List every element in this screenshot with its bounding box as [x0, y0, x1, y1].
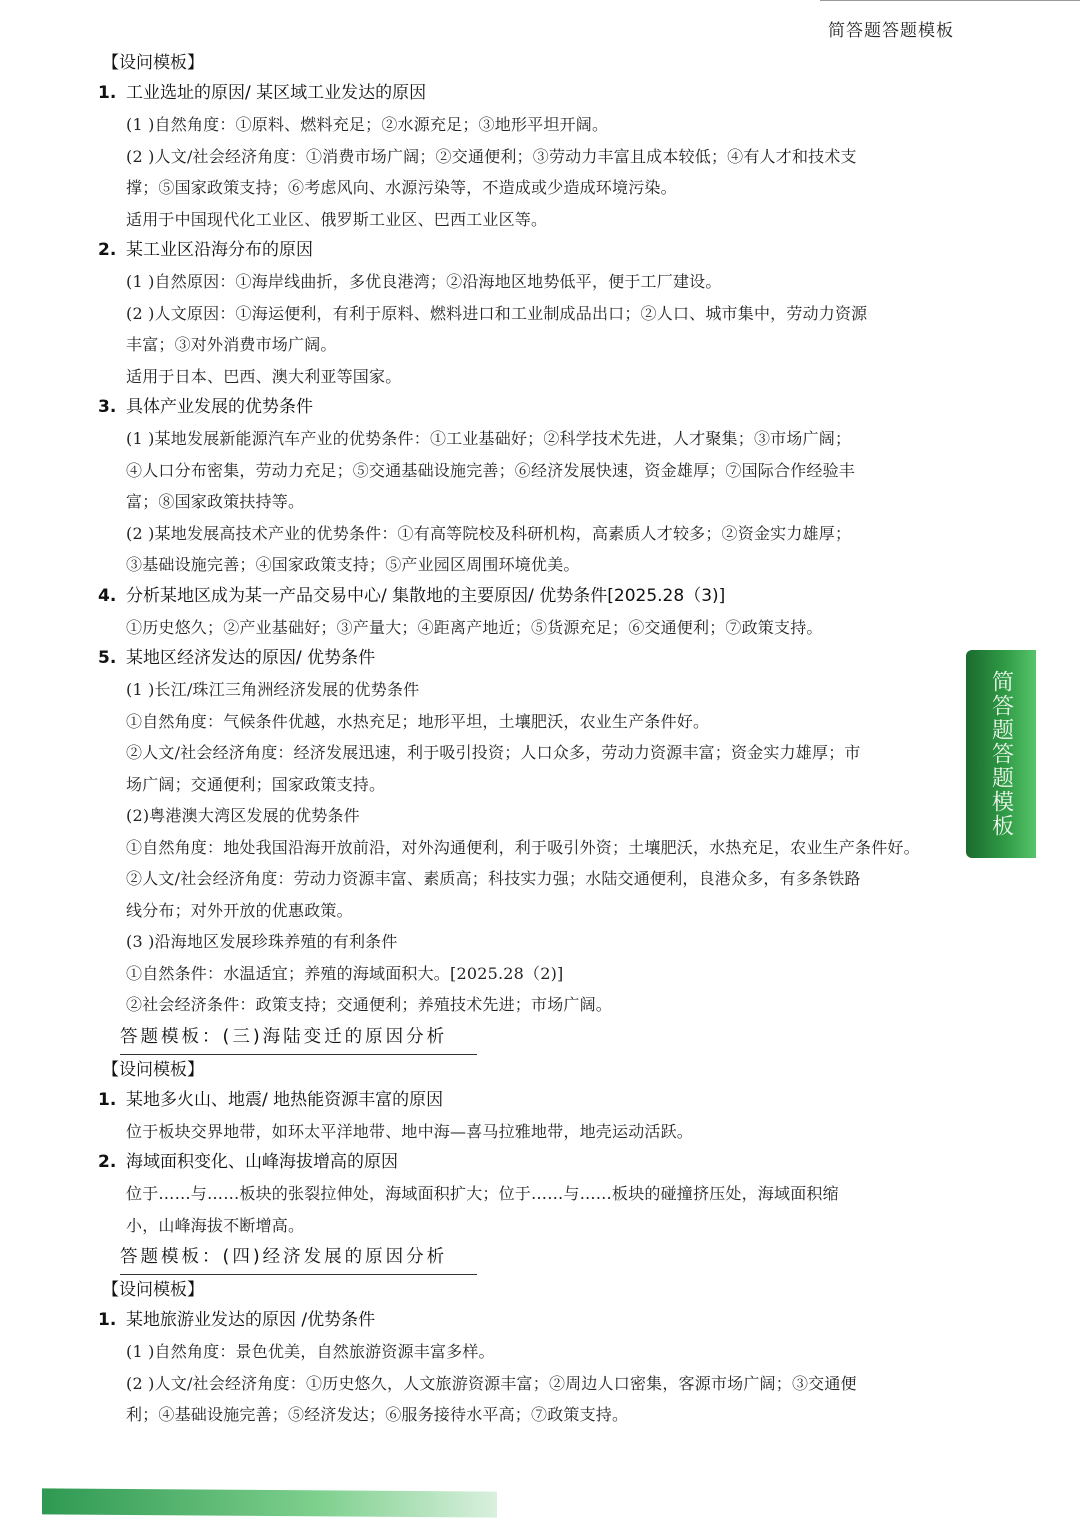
template-label: 【设问模板】	[102, 53, 204, 73]
question-heading	[98, 78, 968, 109]
answer-line: (1 )自然角度：①原料、燃料充足；②水源充足；③地形平坦开阔。	[126, 115, 609, 134]
question-text: 工业选址的原因/ 某区域工业发达的原因	[126, 83, 427, 103]
answer-line: ②人文/社会经济角度：劳动力资源丰富、素质高；科技实力强；水陆交通便利，良港众多，有多条铁路	[126, 869, 861, 888]
answer-line: ①历史悠久；②产业基础好；③产量大；④距离产地近；⑤货源充足；⑥交通便利；⑦政策支持。	[126, 617, 823, 637]
question-text: 某地多火山、地震/ 地热能资源丰富的原因	[126, 1089, 444, 1110]
question-heading	[98, 1085, 968, 1116]
answer-line: ①自然角度：气候条件优越，水热充足；地形平坦，土壤肥沃，农业生产条件好。	[126, 711, 710, 731]
question-text: 某工业区沿海分布的原因	[126, 240, 313, 260]
question-text: 某地区经济发达的原因/ 优势条件	[126, 648, 376, 668]
side-tab-label: 简答题答题模板	[988, 670, 1014, 838]
section-heading: 答题模板：(三)海陆变迁的原因分析	[120, 1021, 477, 1055]
question-text: 分析某地区成为某一产品交易中心/ 集散地的主要原因/ 优势条件[2025.28（3)]	[126, 585, 726, 606]
answer-line: ②社会经济条件：政策支持；交通便利；养殖技术先进；市场广阔。	[126, 995, 613, 1014]
running-header: 简答题答题模板	[828, 21, 954, 41]
question-heading	[98, 581, 968, 612]
answer-line: ①自然角度：地处我国沿海开放前沿，对外沟通便利，利于吸引外资；土壤肥沃，水热充足，农业生产条件好。	[126, 837, 920, 857]
answer-line: 线分布；对外开放的优惠政策。	[126, 900, 353, 920]
question-heading	[98, 392, 968, 423]
side-thumb-tab	[966, 650, 1036, 858]
question-number: 3.	[98, 397, 117, 417]
answer-line: 适用于日本、巴西、澳大利亚等国家。	[126, 366, 402, 386]
question-heading	[98, 235, 968, 266]
answer-line: 场广阔；交通便利；国家政策支持。	[126, 774, 386, 794]
question-text: 某地旅游业发达的原因 /优势条件	[126, 1310, 376, 1330]
question-number: 1.	[98, 1089, 117, 1110]
section-heading: 答题模板：(四)经济发展的原因分析	[120, 1241, 477, 1275]
question-heading	[98, 643, 968, 674]
question-text: 海域面积变化、山峰海拔增高的原因	[126, 1152, 398, 1172]
answer-line: (2)粤港澳大湾区发展的优势条件	[126, 806, 360, 825]
answer-line: 利；④基础设施完善；⑤经济发达；⑥服务接待水平高；⑦政策支持。	[126, 1405, 629, 1424]
answer-line: ④人口分布密集，劳动力充足；⑤交通基础设施完善；⑥经济发展快速，资金雄厚；⑦国际合作经验丰	[126, 460, 856, 480]
answer-line: 富；⑧国家政策扶持等。	[126, 492, 305, 511]
answer-line: 位于板块交界地带，如环太平洋地带、地中海—喜马拉雅地带，地壳运动活跃。	[126, 1121, 694, 1141]
bottom-decorative-bar	[42, 1488, 497, 1517]
answer-line: 丰富；③对外消费市场广阔。	[126, 335, 337, 354]
answer-line: (2 )人文/社会经济角度：①消费市场广阔；②交通便利；③劳动力丰富且成本较低；④有人才和技术支	[126, 146, 857, 166]
answer-line: (1 )长江/珠江三角洲经济发展的优势条件	[126, 680, 420, 699]
answer-line: (2 )某地发展高技术产业的优势条件：①有高等院校及科研机构，高素质人才较多；②资金实力雄厚；	[126, 523, 852, 543]
template-label: 【设问模板】	[102, 1059, 204, 1080]
answer-line: (2 )人文原因：①海运便利，有利于原料、燃料进口和工业制成品出口；②人口、城市集中，劳动力资源	[126, 303, 868, 323]
answer-line: 位于……与……板块的张裂拉伸处，海域面积扩大；位于……与……板块的碰撞挤压处，海域面积缩	[126, 1184, 839, 1203]
question-number: 1.	[98, 83, 117, 103]
question-number: 2.	[98, 240, 117, 260]
answer-line: (2 )人文/社会经济角度：①历史悠久，人文旅游资源丰富；②周边人口密集，客源市场广阔；③交通便	[126, 1373, 857, 1393]
answer-line: ①自然条件：水温适宜；养殖的海域面积大。[2025.28（2)]	[126, 963, 564, 983]
question-number: 1.	[98, 1310, 117, 1330]
question-number: 5.	[98, 648, 117, 668]
template-label: 【设问模板】	[102, 1280, 204, 1300]
answer-line: 小，山峰海拔不断增高。	[126, 1215, 305, 1235]
question-number: 4.	[98, 585, 117, 606]
question-heading	[98, 1147, 968, 1178]
header-rule	[820, 0, 1080, 1]
answer-line: 撑；⑤国家政策支持；⑥考虑风向、水源污染等，不造成或少造成环境污染。	[126, 178, 677, 197]
answer-line: ②人文/社会经济角度：经济发展迅速，利于吸引投资；人口众多，劳动力资源丰富；资金实力雄厚；市	[126, 743, 861, 762]
answer-line: (1 )自然角度：景色优美，自然旅游资源丰富多样。	[126, 1342, 495, 1361]
answer-line: (1 )某地发展新能源汽车产业的优势条件：①工业基础好；②科学技术先进，人才聚集；③市场广阔；	[126, 429, 852, 448]
answer-line: (1 )自然原因：①海岸线曲折，多优良港湾；②沿海地区地势低平，便于工厂建设。	[126, 272, 722, 291]
question-text: 具体产业发展的优势条件	[126, 397, 313, 417]
question-heading	[98, 1305, 968, 1336]
answer-line: (3 )沿海地区发展珍珠养殖的有利条件	[126, 932, 398, 951]
answer-line: ③基础设施完善；④国家政策支持；⑤产业园区周围环境优美。	[126, 555, 580, 574]
answer-line: 适用于中国现代化工业区、俄罗斯工业区、巴西工业区等。	[126, 209, 548, 229]
page-body	[98, 48, 968, 1431]
question-number: 2.	[98, 1152, 117, 1172]
